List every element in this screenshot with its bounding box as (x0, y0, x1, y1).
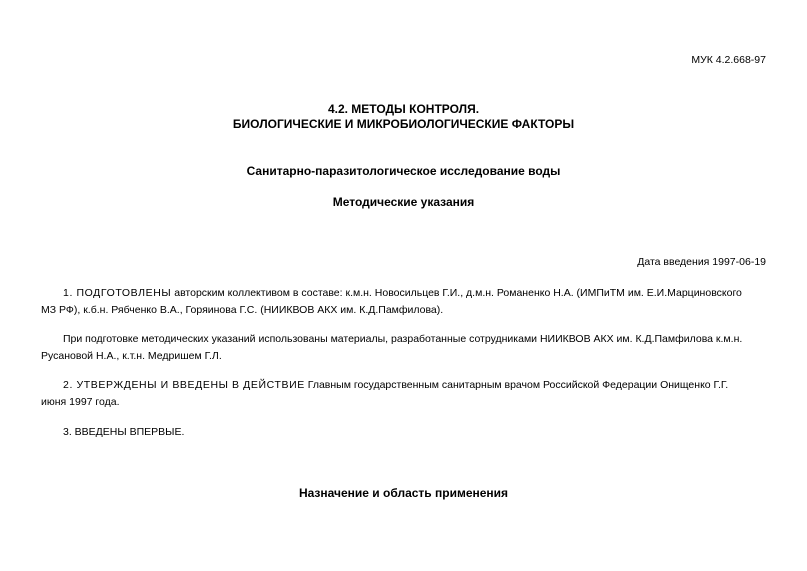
section-title (0, 102, 807, 132)
paragraph-line: МЗ РФ), к.б.н. Рябченко В.А., Горяинова Г.С. (НИИКВОВ АКХ им. К.Д.Памфилова). (41, 304, 444, 316)
paragraph-approved (41, 377, 801, 411)
paragraph-text: авторским коллективом в составе: к.м.н. Новосильцев Г.И., д.м.н. Романенко Н.А. (ИМПиТМ им. Е.И.Марциновского (171, 287, 742, 299)
document-code: МУК 4.2.668-97 (691, 54, 766, 66)
paragraph-text: Главным государственным санитарным врачом Российской Федерации Онищенко Г.Г. (304, 379, 729, 391)
paragraph-prepared-by (41, 285, 801, 319)
document-type: Методические указания (332, 195, 475, 209)
paragraph-line (41, 377, 801, 394)
paragraph-lead: 1. ПОДГОТОВЛЕНЫ (63, 287, 172, 299)
section-title-line-1: 4.2. МЕТОДЫ КОНТРОЛЯ. (327, 102, 480, 116)
introduction-date: Дата введения 1997-06-19 (637, 256, 766, 268)
paragraph-line: При подготовке методических указаний использованы материалы, разработанные сотрудниками НИИКВОВ АКХ им. К.Д.Памфилова к.м.н. (63, 333, 743, 345)
paragraph-lead: 2. УТВЕРЖДЕНЫ И ВВЕДЕНЫ В ДЕЙСТВИЕ (63, 379, 305, 391)
paragraph-first-introduced (41, 424, 801, 441)
paragraph-line: Русановой Н.А., к.т.н. Медришем Г.Л. (41, 350, 222, 362)
paragraph-line: июня 1997 года. (41, 396, 120, 408)
section-heading-purpose: Назначение и область применения (298, 486, 509, 500)
paragraph-materials-used (41, 331, 801, 365)
paragraph-line: 3. ВВЕДЕНЫ ВПЕРВЫЕ. (63, 426, 185, 438)
document-subject: Санитарно-паразитологическое исследование воды (246, 164, 561, 178)
paragraph-line (41, 285, 801, 302)
section-title-line-2: БИОЛОГИЧЕСКИЕ И МИКРОБИОЛОГИЧЕСКИЕ ФАКТОРЫ (232, 117, 575, 131)
